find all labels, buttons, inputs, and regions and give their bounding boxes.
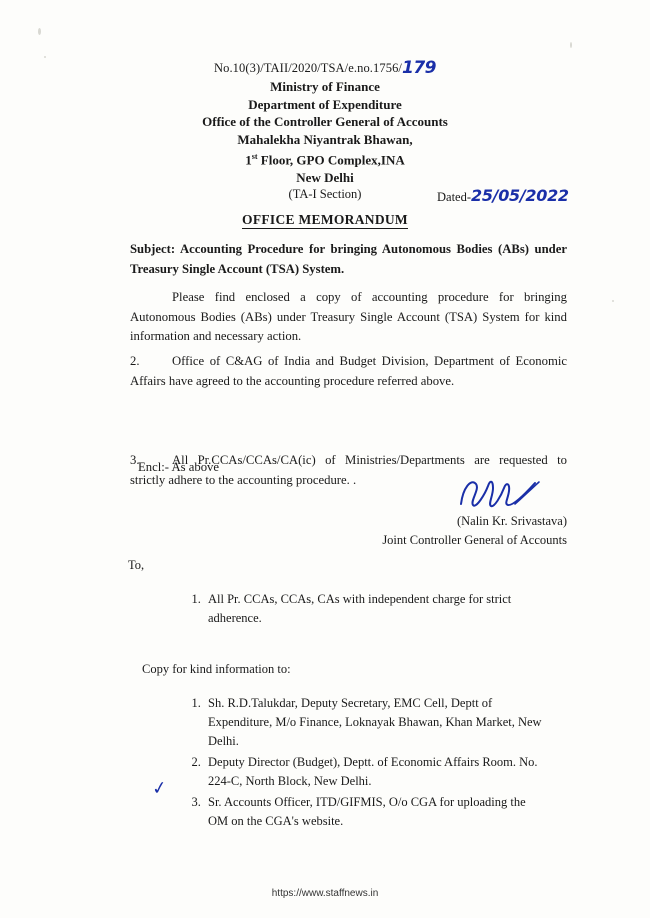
scan-speck bbox=[612, 300, 614, 302]
letterhead-line-office: Office of the Controller General of Accounts bbox=[202, 114, 448, 129]
footer-url: https://www.staffnews.in bbox=[271, 888, 379, 899]
scan-speck bbox=[570, 42, 572, 48]
letterhead-line-bhawan: Mahalekha Niyantrak Bhawan, bbox=[237, 131, 413, 147]
paragraph-1: Please find enclosed a copy of accounting procedure for bringing Autonomous Bodies (ABs) under Treasury Single Account (TSA) System for kind information and necessary action. bbox=[130, 290, 567, 343]
list-item: 1. All Pr. CCAs, CCAs, CAs with independent charge for strict adherence. bbox=[204, 590, 558, 628]
list-item: 3. Sr. Accounts Officer, ITD/GIFMIS, O/o CGA for uploading the OM on the CGA's website. bbox=[204, 793, 548, 831]
letterhead-section: (TA-I Section) bbox=[288, 187, 362, 202]
subject-line: Subject: Accounting Procedure for bringing Autonomous Bodies (ABs) under Treasury Single Account (TSA) System. bbox=[130, 242, 567, 276]
scan-speck bbox=[38, 28, 41, 35]
paragraph-3-text: All Pr.CCAs/CCAs/CA(ic) of Ministries/Departments are requested to strictly adhere to the accounting procedure. . bbox=[130, 453, 567, 487]
letterhead-line-address: 1st Floor, GPO Complex,INA bbox=[245, 152, 405, 168]
letterhead-line-ministry: Ministry of Finance bbox=[270, 79, 380, 94]
paragraph-3-number: 3. bbox=[130, 453, 140, 467]
paragraph-2-number: 2. bbox=[130, 354, 140, 368]
signatory-designation: Joint Controller General of Accounts bbox=[382, 533, 567, 547]
letterhead bbox=[0, 78, 650, 204]
copy-list bbox=[178, 694, 548, 833]
signature-icon bbox=[455, 474, 545, 514]
to-list bbox=[178, 590, 558, 629]
list-item: 1. Sh. R.D.Talukdar, Deputy Secretary, EMC Cell, Deptt of Expenditure, M/o Finance, Loknayak Bhawan, Khan Market, New Delhi. bbox=[204, 694, 548, 751]
paragraph-2-text: Office of C&AG of India and Budget Division, Department of Economic Affairs have agreed to the accounting procedure referred above. bbox=[130, 354, 567, 388]
letterhead-line-city: New Delhi bbox=[296, 169, 354, 185]
signatory-name: (Nalin Kr. Srivastava) bbox=[456, 514, 567, 528]
paragraph-2 bbox=[130, 352, 567, 391]
to-label: To, bbox=[128, 558, 145, 572]
handwritten-check-icon: ✓ bbox=[150, 777, 169, 800]
handwritten-serial: 179 bbox=[402, 58, 437, 78]
dated-value: 25/05/2022 bbox=[471, 186, 569, 205]
dated-label: Dated- bbox=[437, 190, 472, 204]
reference-number-line bbox=[0, 58, 650, 78]
enclosure-note: Encl:- As above bbox=[138, 460, 220, 474]
reference-number: No.10(3)/TAII/2020/TSA/e.no.1756/ bbox=[213, 61, 403, 75]
copy-label: Copy for kind information to: bbox=[142, 662, 291, 676]
page-title bbox=[0, 212, 650, 228]
signature-block bbox=[300, 512, 567, 550]
letterhead-line-department: Department of Expenditure bbox=[248, 96, 402, 112]
page-title-text: OFFICE MEMORANDUM bbox=[242, 212, 408, 227]
list-item: 2. Deputy Director (Budget), Deptt. of Economic Affairs Room. No. 224-C, North Block, New Delhi. bbox=[204, 753, 548, 791]
dated-line bbox=[437, 186, 569, 205]
